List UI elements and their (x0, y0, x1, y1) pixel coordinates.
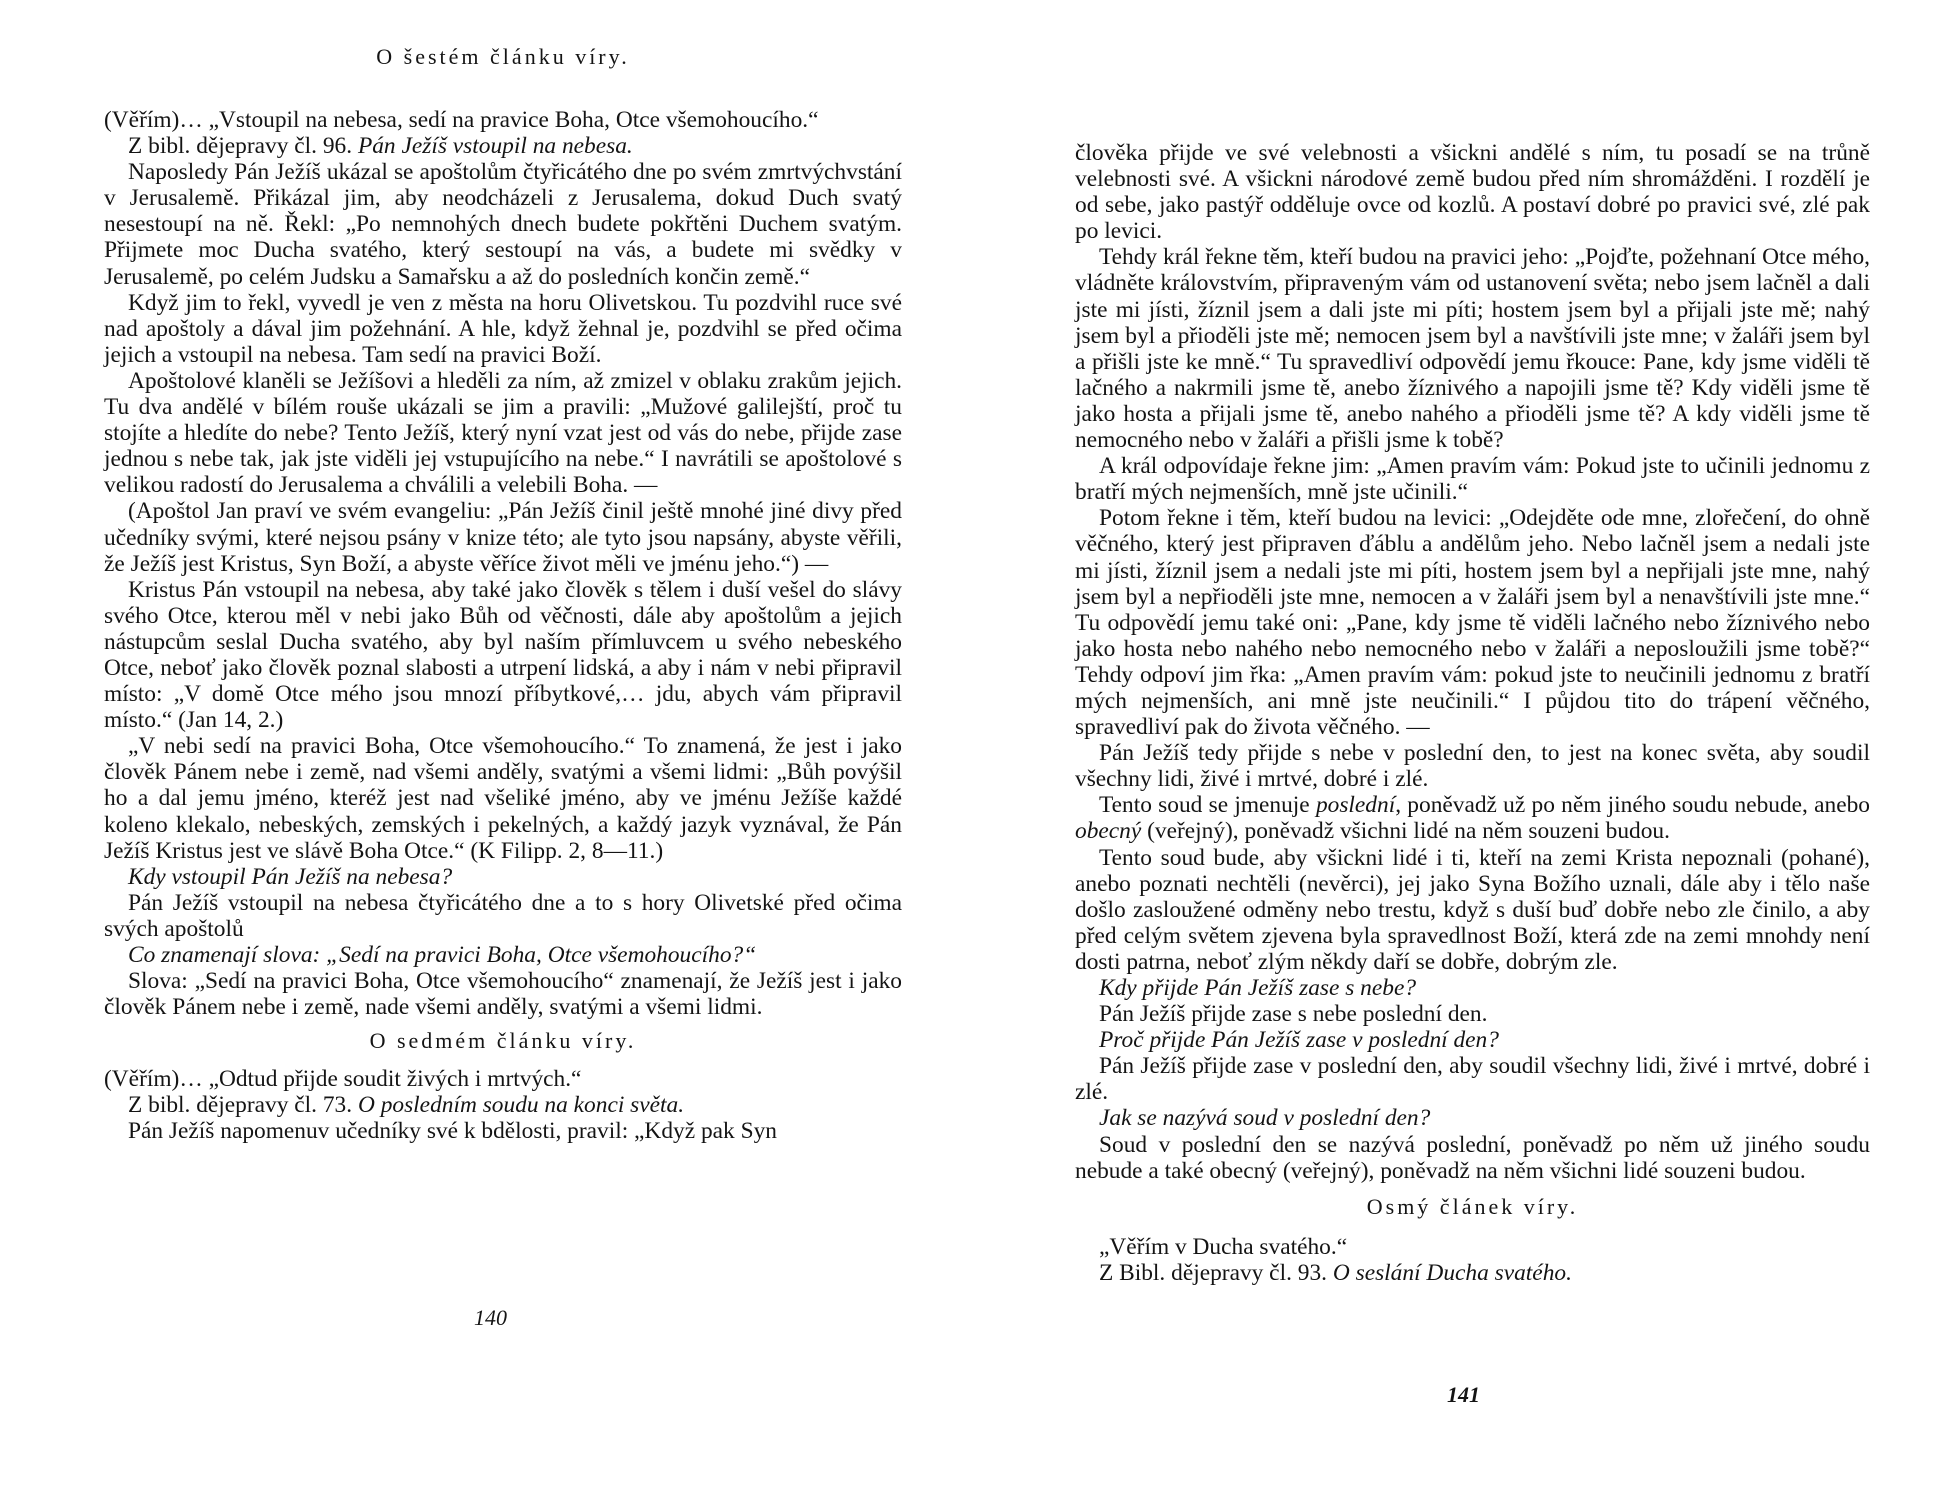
catechism-question: Kdy vstoupil Pán Ježíš na nebesa? (128, 863, 453, 890)
emphasis-text: obecný (1075, 818, 1142, 845)
paragraph: Kristus Pán vstoupil na nebesa, aby také jako člověk s tělem i duší vešel do slávy svého Otce, kterou měl v nebi jako Bůh od věčnosti, dále aby apoštolům a jejich nástupcům seslal Ducha svatého, aby byl naším přímluvcem u svého nebeského Otce, neboť jako člověk poznal slabosti a utrpení lidská, a aby i nám v nebi připravil místo: „V domě Otce mého jsou mnozí příbytkové,… jdu, abych vám připravil místo.“ (Jan 14, 2.) (104, 576, 902, 734)
paragraph-text: , poněvadž už po něm jiného soudu nebude, anebo (1395, 792, 1870, 819)
paragraph (1075, 1260, 1870, 1286)
reference-title: Pán Ježíš vstoupil na nebesa. (357, 133, 633, 160)
right-page-heading: Osmý článek víry. (1366, 1193, 1579, 1219)
catechism-answer: Pán Ježíš přijde zase v poslední den, aby soudil všechny lidi, živé i mrtvé, dobré i zlé. (1075, 1053, 1870, 1106)
paragraph: Když jim to řekl, vyvedl je ven z města na horu Olivetskou. Tu pozdvihl ruce své nad apoštoly a dával jim požehnání. A hle, když žehnal je, pozdvihl se před očima jejich a vstoupil na nebesa. Tam sedí na pravici Boží. (104, 289, 902, 368)
paragraph: Tento soud bude, aby všickni lidé i ti, kteří na zemi Krista nepoznali (pohané), anebo poznati nechtěli (nevěrci), jej jako Syna Božího uznali, dále aby i tělo naše došlo zasloužené odměny nebo trestu, když s duší buď dobře nebo zle činilo, a aby před celým světem zjevena byla spravedlnost Boží, která zde na zemi mnohdy není dosti patrna, neboť zlým někdy daří se dobře, dobrým zle. (1075, 844, 1870, 975)
right-page (1075, 0, 1870, 1407)
paragraph: Pán Ježíš tedy přijde s nebe v poslední den, to jest na konec světa, aby soudil všechny lidi, živé i mrtvé, dobré i zlé. (1075, 740, 1870, 793)
reference-text: Z bibl. dějepravy čl. 73. (128, 1092, 358, 1119)
paragraph: „Věřím v Ducha svatého.“ (1099, 1233, 1348, 1260)
catechism-question: Jak se nazývá soud v poslední den? (1099, 1105, 1431, 1132)
paragraph: (Věřím)… „Vstoupil na nebesa, sedí na pravice Boha, Otce všemohoucího.“ (104, 107, 819, 133)
left-page (104, 0, 902, 1330)
paragraph-text: Tento soud se jmenuje (1099, 792, 1316, 819)
paragraph: (Věřím)… „Odtud přijde soudit živých i mrtvých.“ (104, 1066, 582, 1093)
left-page-text (104, 107, 902, 1020)
emphasis-text: poslední (1315, 792, 1396, 819)
catechism-answer: Pán Ježíš vstoupil na nebesa čtyřicátého dne a to s hory Olivetské před očima svých apoštolů (104, 889, 902, 942)
catechism-answer: Soud v poslední den se nazývá poslední, poněvadž po něm už jiného soudu nebude a také obecný (veřejný), poněvadž na něm všichni lidé souzeni budou. (1075, 1131, 1870, 1184)
catechism-question: Proč přijde Pán Ježíš zase v poslední den? (1099, 1027, 1499, 1054)
paragraph: A král odpovídaje řekne jim: „Amen pravím vám: Pokud jste to učinili jednomu z bratří mých nejmenších, mně jste učinili.“ (1075, 453, 1870, 506)
paragraph: člověka přijde ve své velebnosti a všickni andělé s ním, tu posadí se na trůně velebnosti své. A všickni národové země budou před ním shromážděni. I rozdělí je od sebe, jako pastýř odděluje ovce od kozlů. A postaví dobré po pravici své, zlé pak po levici. (1075, 140, 1870, 245)
paragraph (104, 133, 902, 159)
catechism-answer: Slova: „Sedí na pravici Boha, Otce všemohoucího“ znamenají, že Ježíš jest i jako člověk Pánem nebe i země, nade všemi anděly, svatými a všemi lidmi. (104, 968, 902, 1021)
left-page-heading-2: O sedmém článku víry. (369, 1028, 637, 1054)
right-page-text (1075, 140, 1870, 1184)
right-page-text-2 (1075, 1234, 1870, 1286)
left-page-text-2 (104, 1066, 902, 1144)
catechism-answer: Pán Ježíš přijde zase s nebe poslední den. (1099, 1001, 1488, 1028)
paragraph: (Apoštol Jan praví ve svém evangeliu: „Pán Ježíš činil ještě mnohé jiné divy před učedníky svými, které nejsou psány v knize této; ale tyto jsou napsány, abyste věřili, že Ježíš jest Kristus, Syn Boží, a abyste věříce život měli ve jménu jeho.“) — (104, 498, 902, 577)
reference-title: O posledním soudu na konci světa. (357, 1092, 685, 1119)
paragraph: Potom řekne i těm, kteří budou na levici: „Odejděte ode mne, zlořečení, do ohně věčného, který jest připraven ďáblu a andělům jeho. Nebo lačněl jsem a nedali jste mi jísti, žíznil jsem a nedali jste mi píti, hostem jsem byl a nepřijali jste mne, nahý jsem byl a nepřioděli jste mne, nemocen a v žaláři jsem byl a nenavštívili jste mne.“ Tu odpovědí jemu také oni: „Pane, kdy jsme tě viděli lačného nebo žíznivého nebo jako hosta nebo nahého nebo nemocného nebo v žaláři a neposloužili jsme tobě?“ Tehdy odpoví jim řka: „Amen pravím vám: pokud jste to neučinili jednomu z bratří mých nejmenších, ani mně jste neučinili.“ I půjdou tito do trápení věčného, spravedliví pak do života věčného. — (1075, 505, 1870, 741)
paragraph: Tehdy král řekne těm, kteří budou na pravici jeho: „Pojďte, požehnaní Otce mého, vládněte královstvím, připraveným vám od ustanovení světa; nebo jsem lačněl a dali jste mi jísti, žíznil jsem a dali jste mi píti; hostem jsem byl a přijali jste mě; nahý jsem byl a přioděli jste mě; nemocen jsem byl a navštívili jste mne; v žaláři jsem byl a přišli jste ke mně.“ Tu spravedliví odpovědí jemu řkouce: Pane, kdy jsme viděli tě lačného a nakrmili jsme tě, anebo žíznivého a napojili jsme tě? Kdy viděli jsme tě jako hosta a přijali jsme tě, anebo nahého a přioděli jsme tě? A kdy viděli jsme tě nemocného nebo v žaláři a přišli jsme k tobě? (1075, 244, 1870, 454)
paragraph (1075, 792, 1870, 844)
paragraph: Pán Ježíš napomenuv učedníky své k bdělosti, pravil: „Když pak Syn (128, 1118, 777, 1145)
paragraph: „V nebi sedí na pravici Boha, Otce všemohoucího.“ To znamená, že jest i jako člověk Pánem nebe i země, nad všemi anděly, svatými a všemi lidmi: „Bůh povýšil ho a dal jemu jméno, kteréž jest nad všeliké jméno, aby ve jménu Ježíše každé koleno klekalo, nebeských, zemských i pekelných, a každý jazyk vyznával, že Pán Ježíš Kristus jest ve slávě Boha Otce.“ (K Filipp. 2, 8—11.) (104, 733, 902, 864)
page-number: 140 (474, 1305, 507, 1330)
reference-text: Z bibl. dějepravy čl. 96. (128, 133, 358, 160)
paragraph: Apoštolové klaněli se Ježíšovi a hleděli za ním, až zmizel v oblaku zrakům jejich. Tu dva andělé v bílém rouše ukázali se jim a pravili: „Mužové galilejští, proč tu stojíte a hledíte do nebe? Tento Ježíš, který nyní vzat jest od vás do nebe, přijde zase jednou s nebe tak, jak jste viděli jej vstupujícího na nebe.“ I navrátili se apoštolové s velikou radostí do Jerusalema a chválili a velebili Boha. — (104, 367, 902, 499)
page-number: 141 (1447, 1382, 1480, 1407)
paragraph: Naposledy Pán Ježíš ukázal se apoštolům čtyřicátého dne po svém zmrtvýchvstání v Jerusalemě. Přikázal jim, aby neodcházeli z Jerusalema, dokud Duch svatý nesestoupí na ně. Řekl: „Po nemnohých dnech budete pokřtěni Duchem svatým. Přijmete moc Ducha svatého, který sestoupí na vás, a budete mi svědky v Jerusalemě, po celém Judsku a Samařsku a až do posledních končin země.“ (104, 159, 902, 290)
catechism-question: Kdy přijde Pán Ježíš zase s nebe? (1099, 975, 1417, 1001)
paragraph (104, 1092, 902, 1118)
reference-title: O seslání Ducha svatého. (1332, 1259, 1572, 1286)
paragraph-text: (veřejný), poněvadž všichni lidé na něm souzeni budou. (1141, 818, 1670, 845)
reference-text: Z Bibl. dějepravy čl. 93. (1099, 1259, 1333, 1286)
left-page-heading: O šestém článku víry. (376, 44, 630, 69)
catechism-question: Co znamenají slova: „Sedí na pravici Boha, Otce všemohoucího?“ (128, 942, 757, 968)
